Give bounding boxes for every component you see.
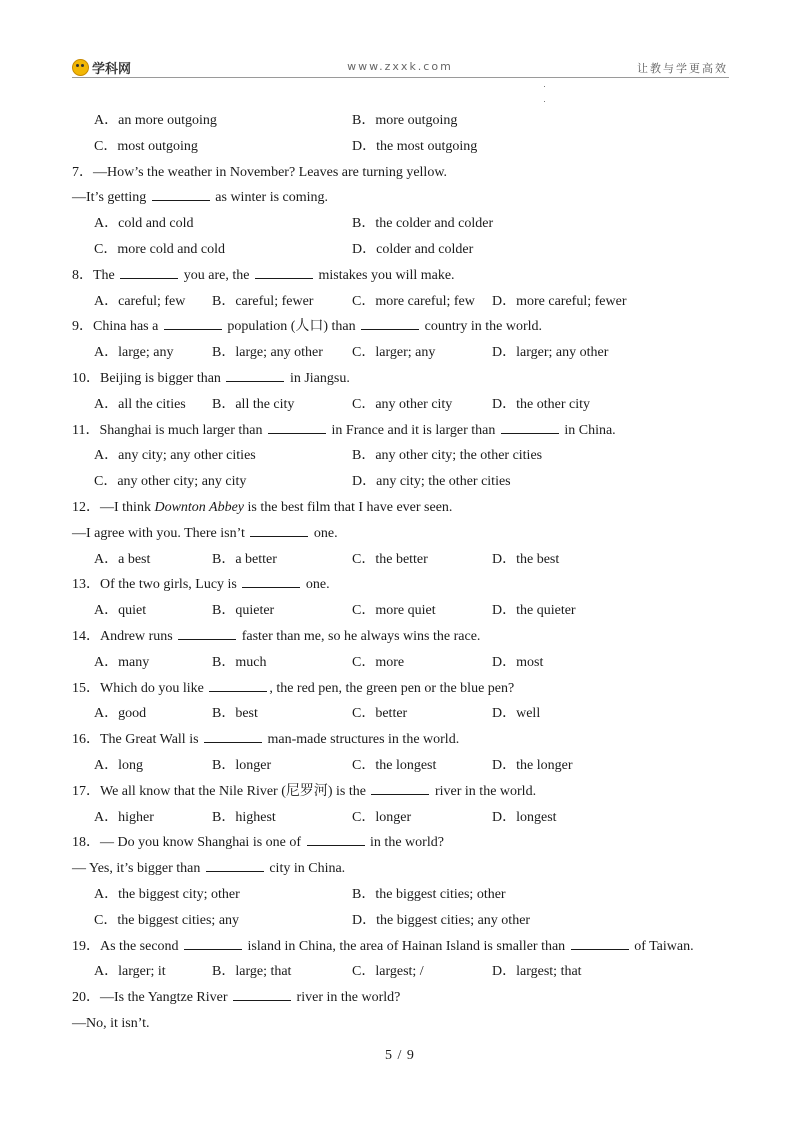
option-row [72,108,732,134]
option-row [72,392,732,418]
logo-text: 学科网 [92,61,132,77]
answer-blank [571,935,629,950]
answer-option: B．longer [212,757,272,773]
option-row [72,469,732,495]
answer-option: A．a best [94,551,151,567]
question-line [72,830,732,856]
answer-option: B．quieter [212,603,275,619]
answer-option: C．any other city [352,396,453,412]
film-title: Downton Abbey [154,499,245,515]
question-text: is the best film that I have ever seen. [244,499,453,515]
answer-blank [255,264,313,279]
answer-blank [206,857,264,872]
option-row [72,805,732,831]
answer-option: A．an more outgoing [94,113,217,128]
answer-option: B．large; that [212,964,292,980]
option-row [72,908,732,934]
answer-option: D．the quieter [492,603,576,619]
answer-option: C．the better [352,551,428,567]
header-divider [72,77,729,78]
question-line [72,1011,732,1037]
question-text: river in the world. [431,783,537,799]
question-line [72,160,732,186]
page-header [0,0,800,80]
answer-option: A．good [94,706,147,722]
question-line [72,521,732,547]
question-line [72,779,732,805]
answer-option: C．more cold and cold [94,241,226,257]
answer-option: D．colder and colder [352,241,474,257]
question-line [72,856,732,882]
question-text: in Jiangsu. [286,370,350,386]
answer-option: A．higher [94,809,154,825]
question-text: city in China. [265,861,346,877]
site-url: www.zxxk.com [347,60,453,73]
answer-blank [307,831,365,846]
question-text: faster than me, so he always wins the race. [238,628,481,644]
answer-option: B．careful; fewer [212,293,314,309]
question-text: 13．Of the two girls, Lucy is [72,577,241,593]
answer-blank [120,264,178,279]
answer-option: B．any other city; the other cities [352,448,543,464]
question-text: 14．Andrew runs [72,628,177,644]
answer-option: B．highest [212,809,276,825]
answer-option: B．the colder and colder [352,216,494,232]
option-row [72,443,732,469]
question-line [72,676,732,702]
question-text: —No, it isn’t. [72,1015,150,1031]
answer-blank [178,625,236,640]
answer-blank [226,367,284,382]
answer-option: B．large; any other [212,345,323,361]
question-line [72,985,732,1011]
answer-option: A．careful; few [94,293,186,309]
option-row [72,882,732,908]
answer-option: B．the biggest cities; other [352,886,506,902]
answer-option: D．the most outgoing [352,138,478,154]
answer-option: A．larger; it [94,964,166,980]
answer-blank [204,728,262,743]
question-text: 16．The Great Wall is [72,732,203,748]
question-text: 18．— Do you know Shanghai is one of [72,835,305,851]
question-text: 15．Which do you like [72,680,208,696]
answer-option: D．the other city [492,396,590,412]
question-line [72,418,732,444]
answer-blank [152,186,210,201]
answer-option: D．most [492,654,544,670]
question-text: country in the world. [421,319,543,335]
question-text: 20．—Is the Yangtze River [72,990,232,1006]
answer-blank [371,780,429,795]
option-row [72,237,732,263]
answer-blank [184,935,242,950]
question-text: mistakes you will make. [314,267,455,283]
question-text: man-made structures in the world. [264,732,460,748]
answer-option: B．more outgoing [352,113,458,128]
question-text: 8．The [72,267,119,283]
question-text: as winter is coming. [211,190,329,206]
question-line [72,727,732,753]
question-text: 19．As the second [72,938,183,954]
answer-option: A．long [94,757,143,773]
answer-option: D．more careful; fewer [492,293,627,309]
question-text: , the red pen, the green pen or the blue pen? [269,680,515,696]
option-row [72,547,732,573]
answer-option: A．the biggest city; other [94,886,240,902]
option-row [72,753,732,779]
question-text: 17．We all know that the Nile River (尼罗河) is the [72,783,370,799]
question-line [72,495,732,521]
option-row [72,598,732,624]
answer-option: C．longer [352,809,412,825]
answer-blank [209,677,267,692]
question-text: — Yes, it’s bigger than [72,861,204,877]
answer-option: A．any city; any other cities [94,448,256,464]
answer-option: D．larger; any other [492,345,609,361]
question-line [72,572,732,598]
answer-option: C．more [352,654,405,670]
question-text: population (人口) than [223,319,360,335]
question-text: 12．—I think [72,499,155,515]
answer-option: C．most outgoing [94,138,198,154]
option-row [72,340,732,366]
question-text: in France and it is larger than [328,422,499,438]
question-text: one. [302,577,330,593]
answer-option: C．the biggest cities; any [94,912,240,928]
option-row [72,650,732,676]
exercise-content [72,108,732,1037]
question-text: 10．Beijing is bigger than [72,370,225,386]
answer-option: B．much [212,654,267,670]
answer-option: D．the longer [492,757,573,773]
option-row [72,701,732,727]
answer-option: B．a better [212,551,277,567]
question-text: 9．China has a [72,319,162,335]
answer-option: D．longest [492,809,557,825]
answer-option: D．any city; the other cities [352,474,511,490]
answer-option: D．well [492,706,541,722]
option-row [72,959,732,985]
answer-option: C．largest; / [352,964,424,980]
answer-blank [501,419,559,434]
option-row [72,134,732,160]
answer-blank [164,315,222,330]
question-text: 11．Shanghai is much larger than [72,422,267,438]
answer-option: B．all the city [212,396,295,412]
question-text: in the world? [366,835,444,851]
answer-option: D．the biggest cities; any other [352,912,531,928]
question-text: you are, the [180,267,253,283]
answer-option: A．large; any [94,345,174,361]
question-line [72,934,732,960]
answer-option: A．all the cities [94,396,186,412]
question-text: of Taiwan. [630,938,694,954]
answer-blank [233,986,291,1001]
answer-blank [250,522,308,537]
question-text: island in China, the area of Hainan Island is smaller than [244,938,569,954]
answer-blank [361,315,419,330]
answer-option: A．quiet [94,603,147,619]
question-line [72,314,732,340]
answer-option: A．many [94,654,150,670]
answer-option: C．more quiet [352,603,436,619]
site-slogan: 让教与学更高效 [637,62,728,75]
answer-option: C．the longest [352,757,437,773]
answer-option: D．largest; that [492,964,582,980]
option-row [72,289,732,315]
answer-blank [242,573,300,588]
answer-option: C．more careful; few [352,293,475,309]
question-line [72,263,732,289]
answer-option: A．cold and cold [94,216,194,232]
question-line [72,624,732,650]
answer-option: C．any other city; any city [94,474,247,490]
option-row [72,211,732,237]
question-line [72,185,732,211]
question-line [72,366,732,392]
answer-option: B．best [212,706,258,722]
question-text: in China. [560,422,616,438]
page-number: 5 / 9 [385,1048,415,1063]
answer-option: C．better [352,706,408,722]
answer-blank [268,419,326,434]
question-text: —It’s getting [72,190,150,206]
answer-option: C．larger; any [352,345,436,361]
question-text: —I agree with you. There isn’t [72,525,249,541]
answer-option: D．the best [492,551,560,567]
question-text: 7．—How’s the weather in November? Leaves are turning yellow. [72,164,448,180]
question-text: one. [310,525,338,541]
question-text: river in the world? [293,990,401,1006]
